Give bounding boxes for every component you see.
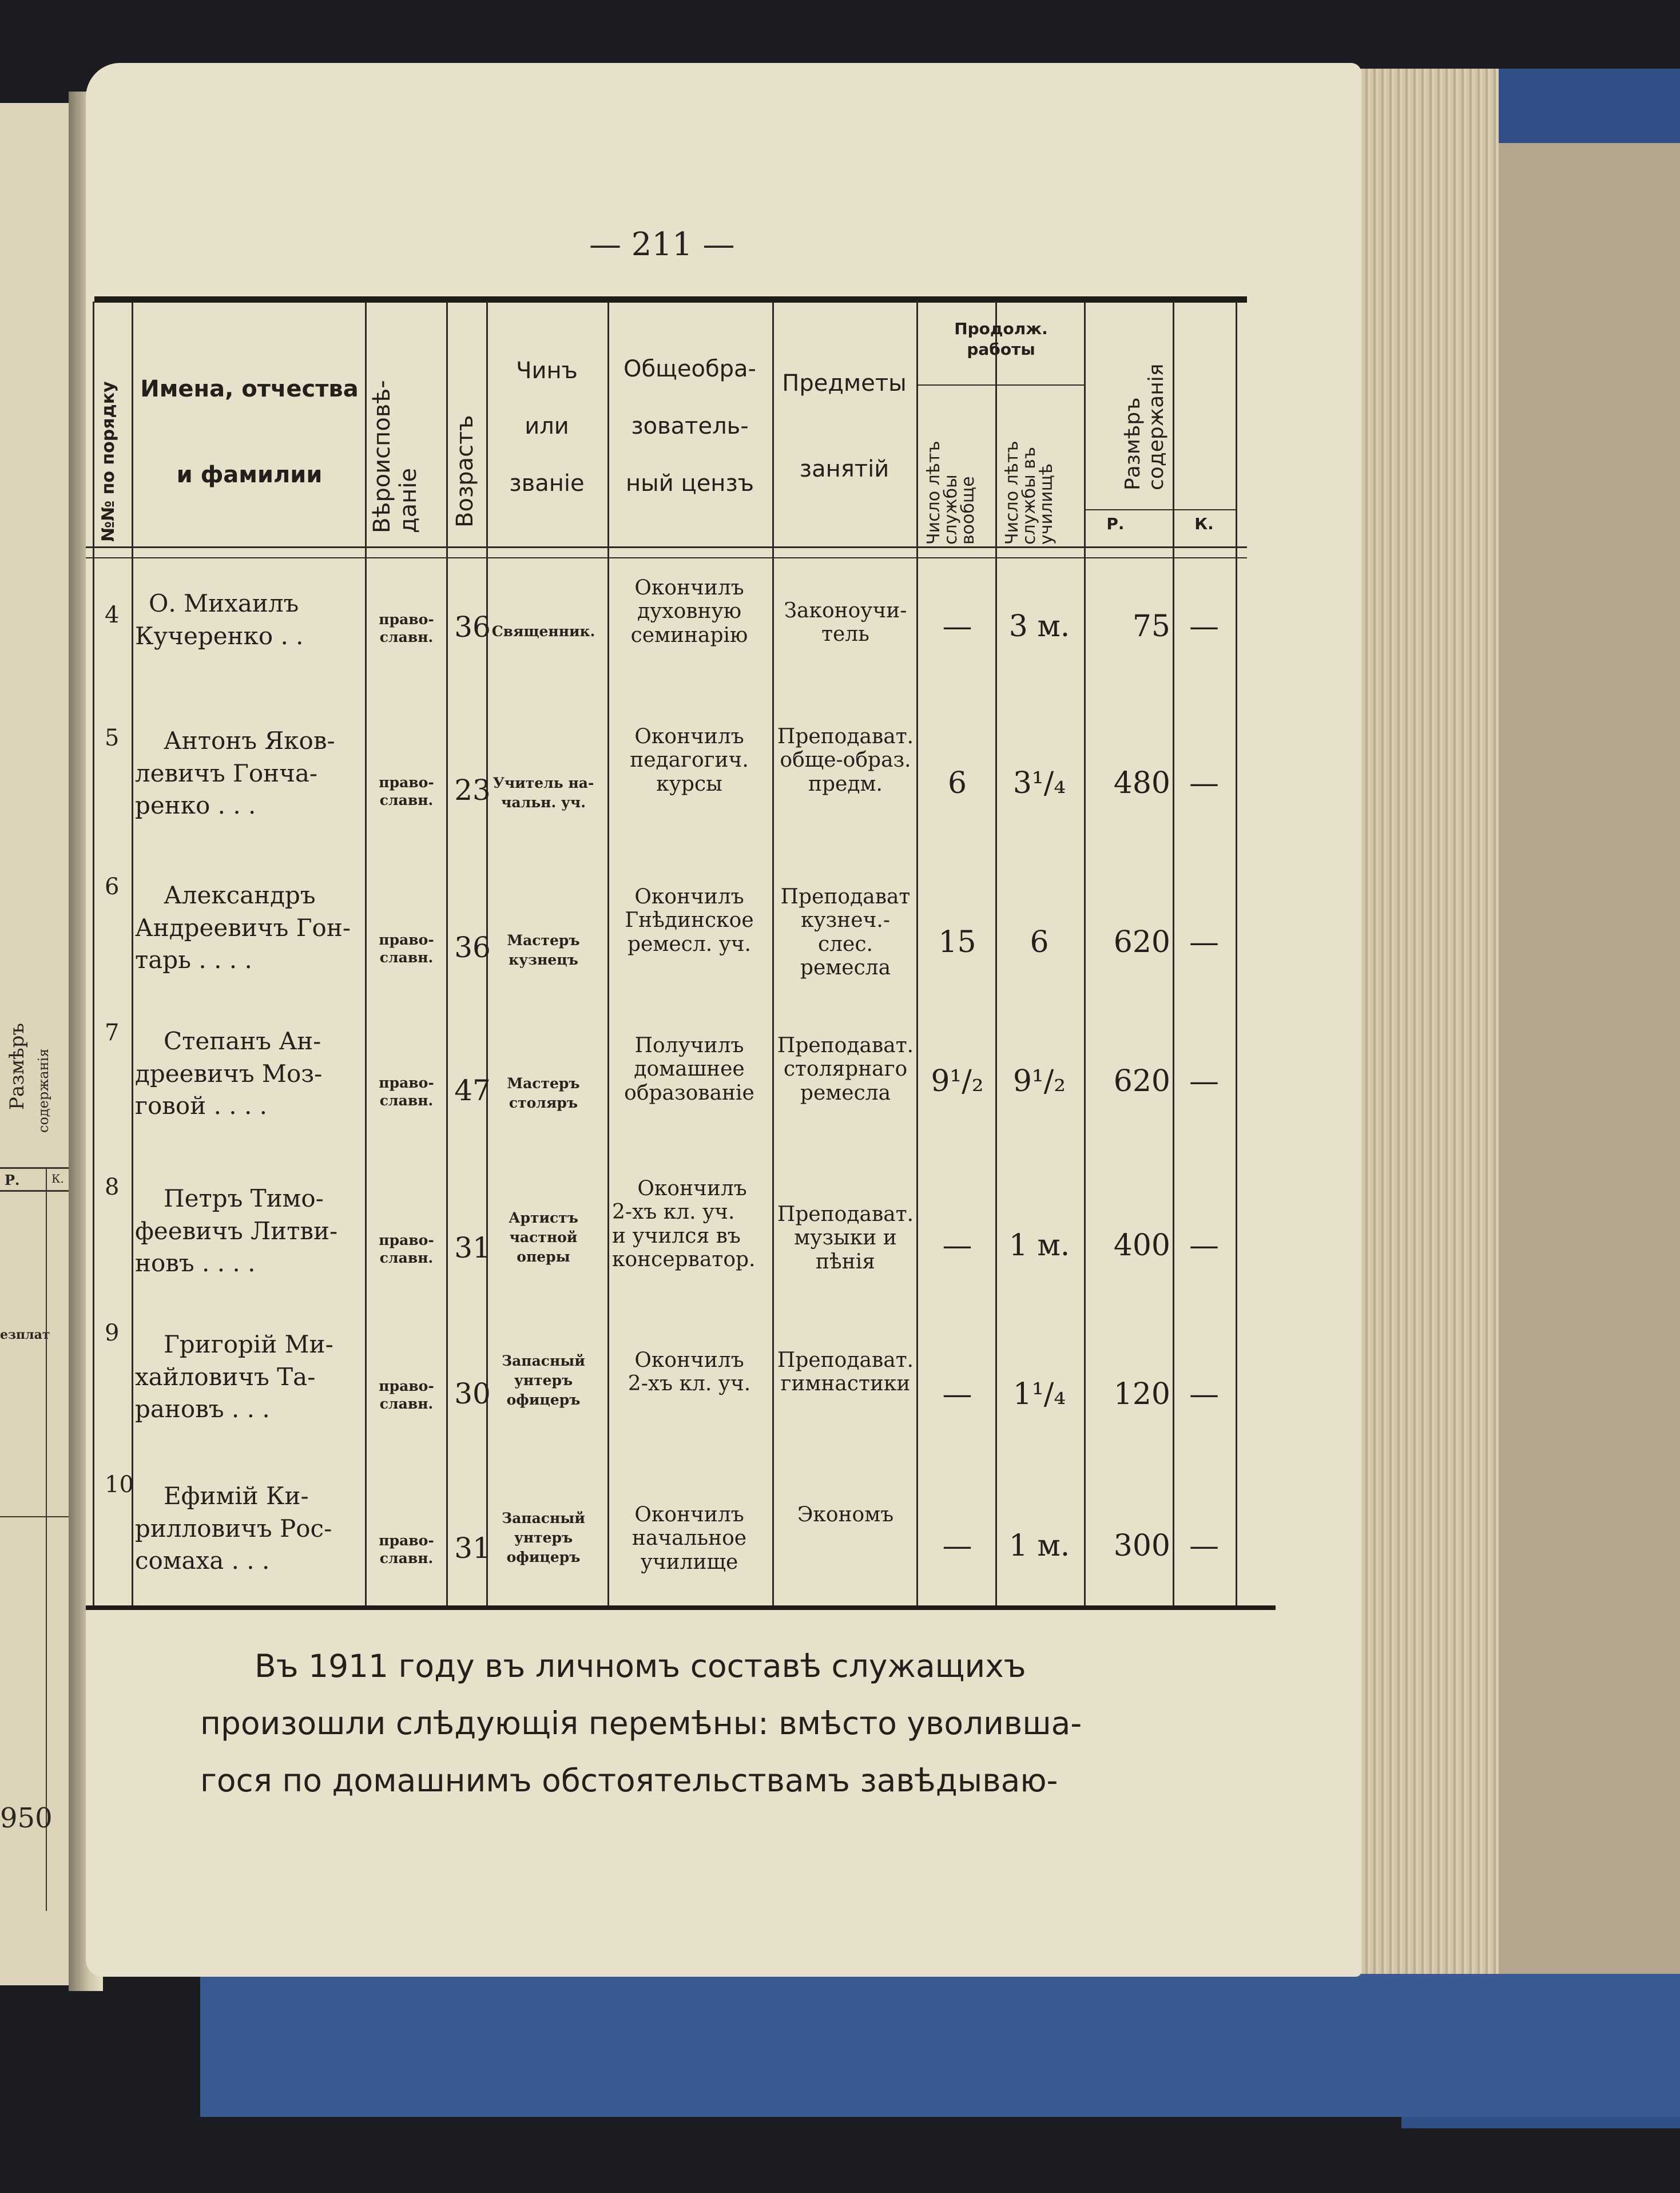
- row-salary-kop: —: [1189, 1529, 1219, 1563]
- left-fragment-pay: езплат: [0, 1327, 50, 1342]
- row-religion-line: право-: [379, 1532, 434, 1549]
- row-rank-line: офицеръ: [506, 1548, 581, 1565]
- row-subjects-line: кузнеч.-слес.: [800, 909, 891, 956]
- left-rub: Р.: [5, 1172, 20, 1188]
- row-salary-rub: 620: [1113, 925, 1170, 959]
- row-subjects: [774, 1349, 917, 1396]
- row-rank-line: столяръ: [509, 1094, 578, 1111]
- table-bottom-rule: [86, 1605, 1276, 1610]
- row-religion-line: право-: [379, 1232, 434, 1248]
- row-rank-line: Учитель на-: [493, 775, 594, 791]
- row-years-total: 9¹/₂: [931, 1064, 984, 1099]
- row-religion: [367, 1231, 446, 1267]
- row-name: [135, 588, 364, 652]
- row-name-line: феевичъ Литви-: [135, 1216, 338, 1245]
- left-page: [0, 103, 80, 1985]
- left-fragment-num: 950: [0, 1802, 53, 1834]
- row-salary-kop: —: [1189, 925, 1219, 959]
- header-rub: Р.: [1106, 514, 1125, 533]
- header-subrule: [916, 384, 1084, 386]
- header-subjects: занятій: [799, 456, 889, 482]
- row-rank-line: чальн. уч.: [501, 794, 586, 811]
- row-salary-rub: 400: [1113, 1228, 1170, 1263]
- row-rank-line: Запасный: [502, 1510, 585, 1526]
- row-rank: [486, 931, 601, 970]
- row-name: [135, 1025, 364, 1123]
- row-subjects: [774, 885, 917, 980]
- row-religion: [367, 1074, 446, 1110]
- row-subjects-line: обще-образ.: [780, 748, 911, 772]
- row-age: 36: [454, 931, 491, 964]
- left-salary-header: Размѣръ: [6, 1022, 29, 1110]
- row-education: [609, 885, 769, 956]
- paragraph-line: гося по домашнимъ обстоятельствамъ завѣдываю-: [200, 1762, 1058, 1799]
- paragraph-line: Въ 1911 году въ личномъ составѣ служащихъ: [255, 1648, 1026, 1684]
- row-name-line: О. Михаилъ: [149, 589, 299, 617]
- left-salary-sub: содержанія: [35, 1048, 51, 1133]
- row-number: 9: [105, 1320, 120, 1346]
- row-number: 10: [105, 1472, 134, 1498]
- row-name-line: Ефимій Ки-: [164, 1482, 309, 1510]
- row-name-line: левичъ Гонча-: [135, 759, 318, 787]
- row-years-school: 3¹/₄: [1012, 766, 1066, 800]
- row-salary-rub: 300: [1113, 1529, 1170, 1563]
- row-years-total: 15: [938, 925, 976, 959]
- row-name-line: рановъ . . .: [135, 1395, 270, 1423]
- row-number: 8: [105, 1174, 120, 1200]
- row-rank-line: Мастеръ: [507, 932, 580, 949]
- row-subjects-line: Преподават: [780, 885, 911, 909]
- row-religion: [367, 774, 446, 810]
- row-name: [135, 1480, 364, 1577]
- row-religion-line: право-: [379, 1074, 434, 1091]
- row-years-school: 1 м.: [1008, 1529, 1070, 1563]
- row-number: 4: [105, 602, 120, 628]
- row-rank: [486, 1074, 601, 1113]
- row-name: [135, 1329, 364, 1426]
- row-rank-line: Мастеръ: [507, 1075, 580, 1092]
- paragraph-line: произошли слѣдующія перемѣны: вмѣсто уволившa-: [200, 1705, 1082, 1742]
- staff-table: [86, 302, 1247, 1605]
- row-education-line: Окончилъ: [634, 725, 744, 748]
- row-education-line: курсы: [656, 772, 722, 796]
- header-education: зователь-: [631, 413, 749, 439]
- row-subjects-line: тель: [821, 622, 869, 647]
- row-subjects-line: Преподават.: [777, 1203, 914, 1226]
- row-years-school: 9¹/₂: [1012, 1064, 1066, 1099]
- left-kop: К.: [51, 1172, 64, 1185]
- row-religion-line: славн.: [379, 1250, 434, 1267]
- row-years-school: 6: [1030, 925, 1049, 959]
- row-subjects-line: ремесла: [800, 1081, 891, 1105]
- row-years-school: 1¹/₄: [1012, 1377, 1066, 1411]
- row-education-line: духовную: [637, 600, 742, 624]
- row-salary-kop: —: [1189, 609, 1219, 644]
- col-line: [365, 302, 367, 1605]
- row-name-line: Кучеренко . .: [135, 621, 304, 650]
- row-education-line: Гнѣдинское: [625, 909, 754, 933]
- row-education-line: семинарію: [630, 623, 748, 647]
- header-education: ный цензъ: [626, 470, 754, 497]
- row-years-school: 1 м.: [1008, 1228, 1070, 1263]
- row-education-line: Окончилъ: [637, 1177, 747, 1200]
- row-salary-kop: —: [1189, 1377, 1219, 1411]
- row-education-line: Получилъ: [634, 1034, 744, 1057]
- row-name: [135, 725, 364, 822]
- header-education: Общеобра-: [623, 356, 756, 382]
- header-rank: Чинъ: [516, 358, 578, 384]
- header-name: Имена, отчества: [140, 376, 359, 402]
- col-line: [1173, 302, 1174, 1605]
- row-name: [135, 879, 364, 977]
- row-religion-line: право-: [379, 931, 434, 948]
- row-name-line: говой . . . .: [135, 1092, 268, 1120]
- row-subjects-line: Преподават.: [777, 1349, 914, 1372]
- row-education-line: педагогич.: [630, 748, 749, 772]
- row-years-total: —: [942, 1377, 972, 1411]
- row-education: [609, 1503, 769, 1574]
- row-rank-line: оперы: [517, 1248, 570, 1265]
- left-rule: [0, 1516, 80, 1517]
- row-subjects-line: Экономъ: [797, 1503, 894, 1526]
- row-age: 31: [454, 1231, 491, 1264]
- row-education-line: 2-хъ кл. уч.: [627, 1372, 751, 1396]
- row-education-line: Окончилъ: [634, 885, 744, 909]
- row-subjects-line: столярнаго: [783, 1057, 908, 1081]
- row-religion-line: славн.: [379, 792, 434, 809]
- col-line: [93, 302, 94, 1605]
- row-education-line: начальное: [632, 1526, 747, 1550]
- row-name-line: Григорій Ми-: [164, 1330, 333, 1358]
- row-education-line: и учился въ: [612, 1224, 741, 1248]
- row-education-line: Окончилъ: [634, 1349, 744, 1372]
- header-duration: Продолж. работы: [954, 319, 1048, 359]
- row-name-line: дреевичъ Моз-: [135, 1059, 323, 1088]
- row-education: [609, 1177, 772, 1272]
- row-religion-line: право-: [379, 1378, 434, 1394]
- header-bottom-rule: [86, 557, 1247, 558]
- row-years-school: 3 м.: [1008, 609, 1070, 644]
- row-religion: [367, 1532, 446, 1568]
- row-name-line: Степанъ Ан-: [164, 1027, 321, 1055]
- header-bottom-rule: [86, 546, 1247, 548]
- row-rank-line: Священник.: [491, 623, 595, 640]
- header-rank: или: [525, 413, 569, 439]
- row-education-line: ремесл. уч.: [627, 932, 751, 956]
- header-subrule: [1084, 509, 1236, 510]
- row-subjects-line: ремесла: [800, 956, 891, 980]
- row-subjects: [774, 599, 917, 647]
- row-religion-line: славн.: [379, 1092, 434, 1109]
- row-name-line: рилловичъ Рос-: [135, 1514, 332, 1542]
- row-years-total: —: [942, 1529, 972, 1563]
- header-name: и фамилии: [176, 462, 323, 488]
- page-number: — 211 —: [589, 226, 735, 263]
- header-rank: званіе: [509, 470, 585, 497]
- book-cover-bottom: [200, 1968, 1680, 2117]
- row-rank: [486, 1351, 601, 1409]
- header-kop: К.: [1194, 514, 1214, 533]
- row-subjects-line: предм.: [808, 772, 883, 796]
- row-name-line: хайловичъ Та-: [135, 1362, 316, 1391]
- row-religion-line: славн.: [379, 629, 434, 646]
- row-salary-rub: 480: [1113, 766, 1170, 800]
- row-age: 36: [454, 610, 491, 644]
- header-religion: Вѣроисповѣ- даніе: [369, 380, 422, 533]
- row-religion: [367, 610, 446, 647]
- row-education: [609, 1034, 769, 1105]
- row-number: 7: [105, 1020, 120, 1046]
- row-name-line: Петръ Тимо-: [164, 1184, 324, 1212]
- row-years-total: —: [942, 1228, 972, 1263]
- row-religion-line: славн.: [379, 1395, 434, 1413]
- row-salary-rub: 120: [1113, 1377, 1170, 1411]
- row-number: 6: [105, 874, 120, 900]
- row-rank-line: частной: [509, 1228, 578, 1246]
- row-subjects-line: пѣнія: [816, 1250, 875, 1274]
- row-name-line: Александръ: [164, 881, 316, 909]
- row-subjects-line: Законоучи-: [784, 599, 907, 622]
- left-col-line: [46, 1167, 47, 1911]
- row-number: 5: [105, 725, 120, 751]
- row-rank-line: унтеръ: [514, 1529, 573, 1546]
- header-subjects: Предметы: [782, 370, 907, 396]
- col-line: [1236, 302, 1237, 1605]
- row-education: [609, 1349, 769, 1396]
- row-name: [135, 1183, 364, 1280]
- row-age: 47: [454, 1074, 491, 1107]
- row-rank: [486, 774, 601, 812]
- row-name-line: сомаха . . .: [135, 1546, 270, 1575]
- row-name-line: Антонъ Яков-: [164, 727, 335, 755]
- left-rule: [0, 1167, 80, 1169]
- row-education-line: Окончилъ: [634, 576, 744, 600]
- header-years-school: Число лѣтъ службы въ училищѣ: [1002, 441, 1057, 545]
- row-education: [609, 725, 769, 796]
- row-years-total: 6: [947, 766, 967, 800]
- page-edges: [1339, 69, 1499, 1974]
- row-salary-rub: 620: [1113, 1064, 1170, 1099]
- row-name-line: тарь . . . .: [135, 946, 252, 974]
- row-subjects: [774, 1503, 917, 1526]
- col-line: [132, 302, 133, 1605]
- row-education-line: училище: [640, 1550, 738, 1574]
- row-rank: [486, 622, 601, 641]
- row-rank-line: офицеръ: [506, 1391, 581, 1408]
- row-name-line: новъ . . . .: [135, 1249, 256, 1278]
- row-salary-kop: —: [1189, 1228, 1219, 1263]
- row-age: 23: [454, 774, 491, 807]
- row-education-line: Окончилъ: [634, 1503, 744, 1526]
- row-rank: [486, 1509, 601, 1567]
- row-subjects: [774, 725, 917, 796]
- row-name-line: ренко . . .: [135, 791, 256, 820]
- row-age: 30: [454, 1377, 491, 1410]
- row-rank-line: кузнецъ: [509, 951, 578, 968]
- row-years-total: —: [942, 609, 972, 644]
- row-religion: [367, 1377, 446, 1413]
- header-age: Возрастъ: [452, 415, 478, 528]
- row-subjects: [774, 1203, 917, 1274]
- row-age: 31: [454, 1532, 491, 1565]
- row-rank-line: Артистъ: [509, 1209, 578, 1226]
- row-rank-line: Запасный: [502, 1353, 585, 1369]
- row-religion: [367, 931, 446, 967]
- book-board: [1487, 143, 1680, 1974]
- row-rank-line: унтеръ: [514, 1371, 573, 1389]
- row-education-line: домашнее: [634, 1057, 745, 1081]
- header-years-total: Число лѣтъ службы вообще: [924, 441, 978, 545]
- row-subjects-line: Преподават.: [777, 1034, 914, 1057]
- row-subjects: [774, 1034, 917, 1105]
- row-name-line: Андреевичъ Гон-: [135, 913, 351, 942]
- row-education-line: 2-хъ кл. уч.: [612, 1200, 735, 1224]
- row-salary-kop: —: [1189, 766, 1219, 800]
- row-religion-line: славн.: [379, 949, 434, 966]
- row-rank: [486, 1208, 601, 1266]
- header-no: №№ по порядку: [98, 381, 118, 542]
- row-education-line: образованіе: [624, 1081, 754, 1105]
- row-subjects-line: музыки и: [794, 1226, 897, 1250]
- header-salary: Размѣръ содержанія: [1121, 363, 1169, 490]
- row-subjects-line: гимнастики: [780, 1372, 911, 1396]
- row-salary-rub: 75: [1132, 609, 1170, 644]
- row-subjects-line: Преподават.: [777, 725, 914, 748]
- row-religion-line: славн.: [379, 1550, 434, 1567]
- row-religion-line: право-: [379, 611, 434, 628]
- row-religion-line: право-: [379, 774, 434, 791]
- left-rule: [0, 1190, 80, 1192]
- row-education-line: консерватор.: [612, 1248, 756, 1272]
- row-salary-kop: —: [1189, 1064, 1219, 1099]
- row-education: [609, 576, 769, 647]
